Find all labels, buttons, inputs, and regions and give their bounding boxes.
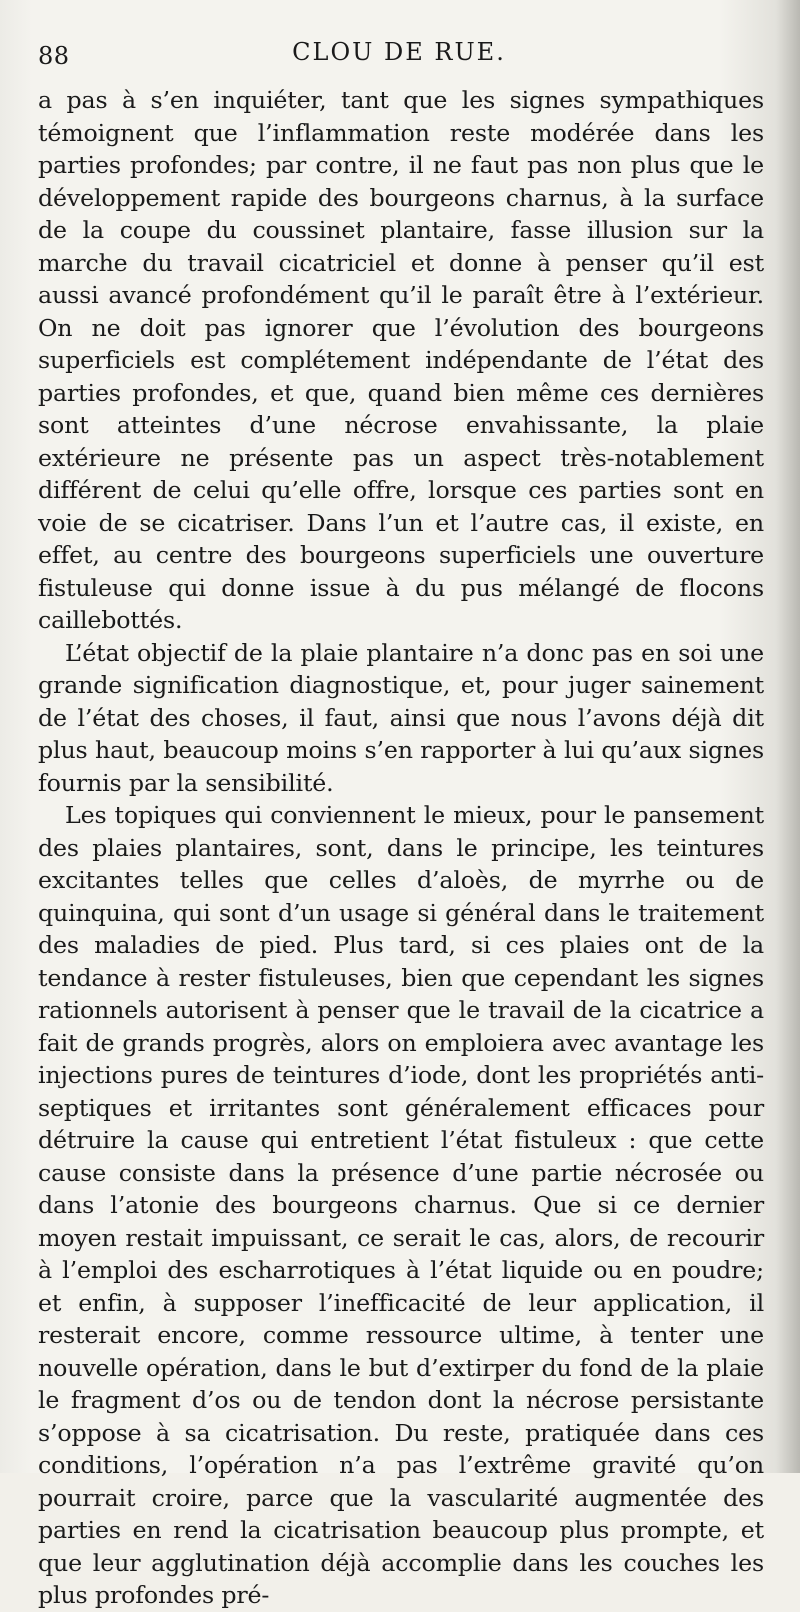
running-title: CLOU DE RUE.	[292, 38, 506, 66]
paragraph-topical-treatment: Les topiques qui conviennent le mieux, pour le pansement des plaies plantaires, sont, dans le principe, les teintures excitantes telles que celles d’aloès, de myrrhe ou de quinquina, qui sont d’un usage si général dans le traitement des maladies de pied. Plus tard, si ces plaies ont de la tendance à rester fistuleuses, bien que cependant les signes rationnels autorisent à penser que le travail de la cicatrice a fait de grands progrès, alors on emploiera avec avantage les injections pures de teintures d’iode, dont les propriétés anti-septiques et irritantes sont généralement efficaces pour détruire la cause qui entretient l’état fistuleux : que cette cause consiste dans la présence d’une partie nécrosée ou dans l’atonie des bourgeons charnus. Que si ce dernier moyen restait impuissant, ce serait le cas, alors, de recourir à l’emploi des escharrotiques à l’état liquide ou en poudre; et enfin, à supposer l’inefficacité de leur application, il resterait encore, comme ressource ultime, à tenter une nouvelle opération, dans le but d’extirper du fond de la plaie le fragment d’os ou de tendon dont la nécrose persistante s’oppose à sa cicatrisation. Du reste, pratiquée dans ces conditions, l’opération n’a pas l’extrême gravité qu’on pourrait croire, parce que la vascularité augmentée des parties en rend la cicatrisation beaucoup plus prompte, et que leur agglutination déjà accomplie dans les couches les plus profondes pré-	[38, 801, 764, 1609]
body-text	[38, 84, 764, 1612]
page-number: 88	[38, 42, 70, 70]
page-header	[38, 36, 760, 76]
paragraph-diagnostic: L’état objectif de la plaie plantaire n’a donc pas en soi une grande signification diagnostique, et, pour juger sainement de l’état des choses, il faut, ainsi que nous l’avons déjà dit plus haut, beaucoup moins s’en rapporter à lui qu’aux signes fournis par la sensibilité.	[38, 638, 764, 797]
paragraph-continued: a pas à s’en inquiéter, tant que les signes sympathiques témoignent que l’inflammation reste modérée dans les parties profondes; par contre, il ne faut pas non plus que le développement rapide des bourgeons charnus, à la surface de la coupe du coussinet plantaire, fasse illusion sur la marche du travail cicatriciel et donne à penser qu’il est aussi avancé profondément qu’il le paraît être à l’extérieur. On ne doit pas ignorer que l’évolution des bourgeons superficiels est complétement indépendante de l’état des parties profondes, et que, quand bien même ces dernières sont atteintes d’une nécrose envahissante, la plaie extérieure ne présente pas un aspect très-notablement différent de celui qu’elle offre, lorsque ces parties sont en voie de se cicatriser. Dans l’un et l’autre cas, il existe, en effet, au centre des bourgeons superficiels une ouverture fistuleuse qui donne issue à du pus mélangé de flocons caillebottés.	[38, 86, 764, 634]
